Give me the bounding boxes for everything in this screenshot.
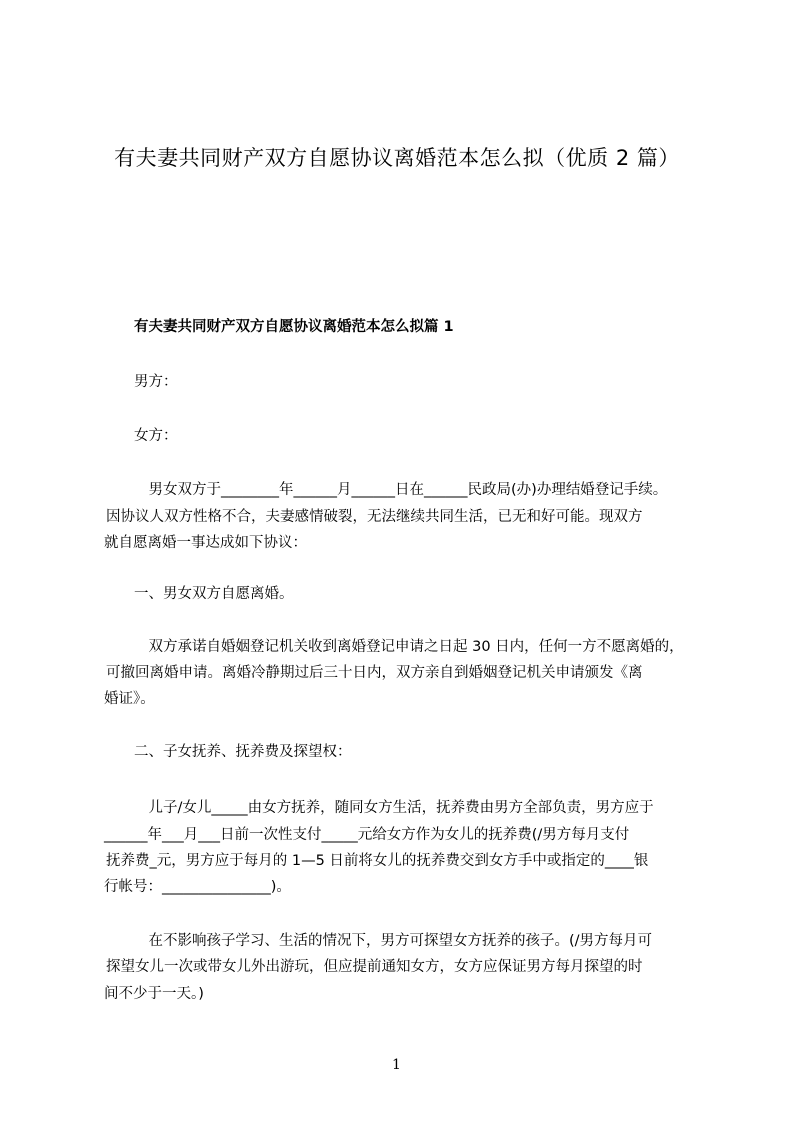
intro-line-3: 就自愿离婚一事达成如下协议： <box>104 535 307 551</box>
intro-line-1: 男女双方于________年______月______日在______民政局(办)办理结婚登记手续。 <box>134 482 668 498</box>
section-heading: 有夫妻共同财产双方自愿协议离婚范本怎么拟篇 1 <box>134 319 454 335</box>
page-number: 1 <box>392 1057 401 1073</box>
clause-1-line-3: 婚证》。 <box>104 691 155 707</box>
male-label: 男方： <box>134 374 178 390</box>
clause-2-line-4: 行帐号：_______________)。 <box>104 879 291 895</box>
clause-2-line-3: 抚养费_元，男方应于每月的 1—5 日前将女儿的抚养费交到女方手中或指定的____银 <box>106 853 649 869</box>
document-title: 有夫妻共同财产双方自愿协议离婚范本怎么拟（优质 2 篇） <box>114 146 680 170</box>
female-label: 女方： <box>134 428 178 444</box>
clause-1-line-1: 双方承诺自婚姻登记机关收到离婚登记申请之日起 30 日内，任何一方不愿离婚的， <box>134 639 684 655</box>
visitation-line-1: 在不影响孩子学习、生活的情况下，男方可探望女方抚养的孩子。(/男方每月可 <box>134 933 653 949</box>
clause-2-heading: 二、子女抚养、抚养费及探望权： <box>134 744 352 760</box>
clause-1-heading: 一、男女双方自愿离婚。 <box>134 586 294 602</box>
visitation-line-3: 间不少于一天。) <box>104 986 204 1002</box>
intro-line-2: 因协议人双方性格不合，夫妻感情破裂，无法继续共同生活，已无和好可能。现双方 <box>106 509 643 525</box>
clause-2-line-2: ______年___月___日前一次性支付_____元给女方作为女儿的抚养费(/男方每月支付 <box>104 827 630 843</box>
clause-2-line-1: 儿子/女儿_____由女方抚养，随同女方生活，抚养费由男方全部负责，男方应于 <box>134 800 654 816</box>
visitation-line-2: 探望女儿一次或带女儿外出游玩，但应提前通知女方，女方应保证男方每月探望的时 <box>106 959 643 975</box>
clause-1-line-2: 可撤回离婚申请。离婚冷静期过后三十日内，双方亲自到婚姻登记机关申请颁发《离 <box>106 665 643 681</box>
